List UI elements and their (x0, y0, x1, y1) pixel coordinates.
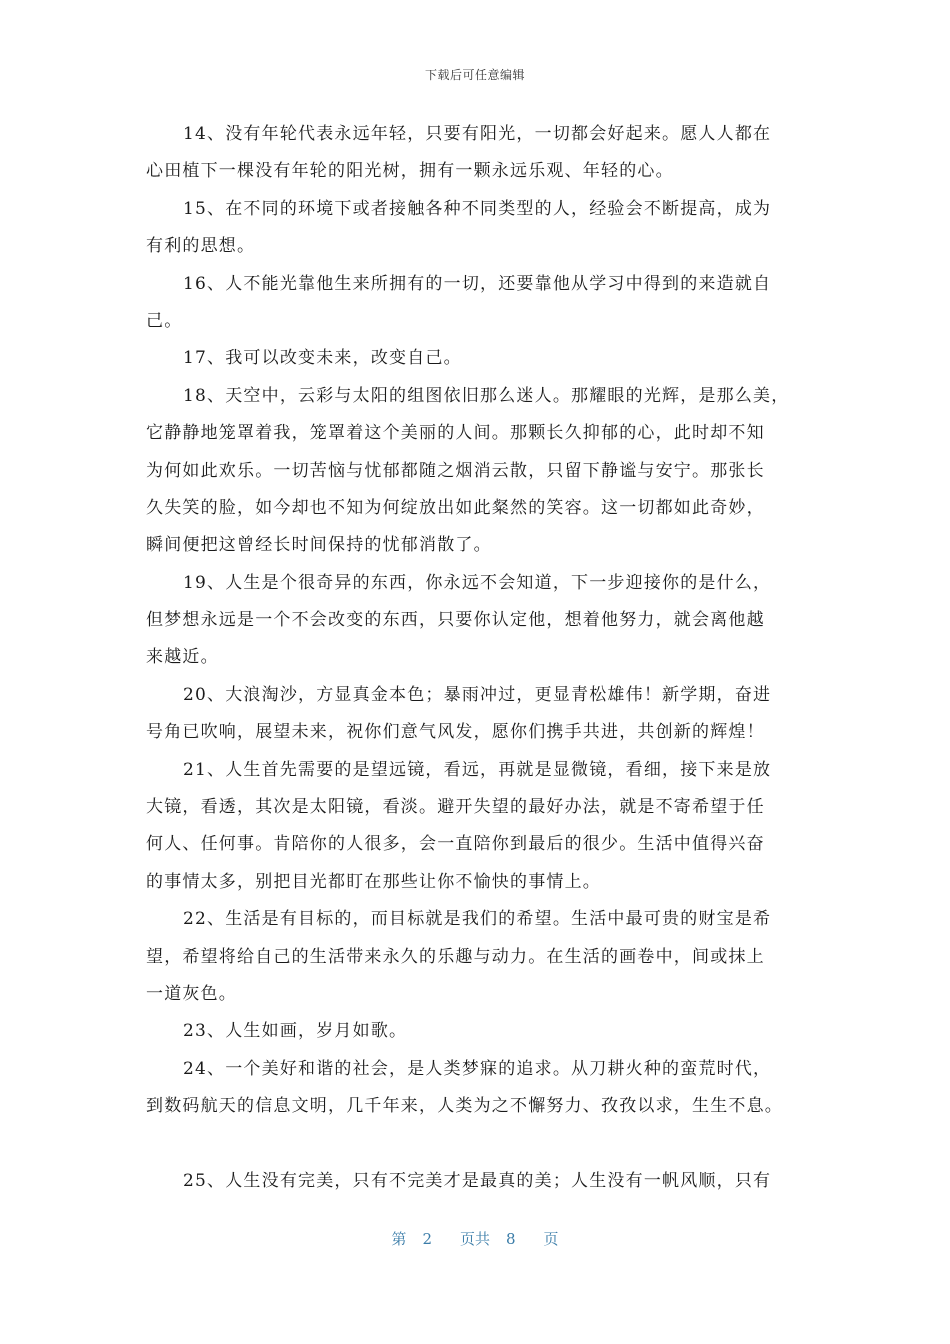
paragraph-first-line: 23、人生如画，岁月如歌。 (183, 1021, 408, 1042)
paragraph-line: 它静静地笼罩着我，笼罩着这个美丽的人间。那颗长久抑郁的心，此时却不知 (146, 423, 765, 444)
paragraph-line: 有利的思想。 (146, 236, 256, 257)
paragraph-first-line: 19、人生是个很奇异的东西，你永远不会知道，下一步迎接你的是什么， (183, 572, 772, 593)
paragraph-line: 来越近。 (146, 647, 219, 668)
paragraph-line: 但梦想永远是一个不会改变的东西，只要你认定他，想着他努力，就会离他越 (146, 610, 765, 631)
paragraph-line: 久失笑的脸，如今却也不知为何绽放出如此粲然的笑容。这一切都如此奇妙， (146, 497, 765, 518)
paragraph-first-line: 25、人生没有完美，只有不完美才是最真的美；人生没有一帆风顺，只有 (183, 1170, 772, 1191)
footer-middle: 页共 (459, 1230, 490, 1248)
paragraph-line: 望，希望将给自己的生活带来永久的乐趣与动力。在生活的画卷中，间或抹上 (146, 946, 765, 967)
page-header: 下载后可任意编辑 (424, 68, 525, 82)
footer-suffix: 页 (543, 1230, 559, 1248)
paragraph-line: 到数码航天的信息文明，几千年来，人类为之不懈努力、孜孜以求，生生不息。 (146, 1096, 783, 1117)
paragraph-first-line: 14、没有年轮代表永远年轻，只要有阳光，一切都会好起来。愿人人都在 (183, 124, 772, 144)
paragraph-first-line: 22、生活是有目标的，而目标就是我们的希望。生活中最可贵的财宝是希 (183, 909, 772, 930)
footer-page-number: 2 (422, 1230, 432, 1248)
paragraph-line: 瞬间便把这曾经长时间保持的忧郁消散了。 (146, 535, 492, 556)
paragraph-line: 何人、任何事。肯陪你的人很多，会一直陪你到最后的很少。生活中值得兴奋 (146, 834, 765, 855)
paragraph-line: 号角已吹响，展望未来，祝你们意气风发，愿你们携手共进，共创新的辉煌！ (146, 722, 765, 743)
paragraph-line: 心田植下一棵没有年轮的阳光树，拥有一颗永远乐观、年轻的心。 (146, 161, 674, 182)
footer-prefix: 第 (391, 1230, 407, 1248)
paragraph-line: 大镜，看透，其次是太阳镜，看淡。避开失望的最好办法，就是不寄希望于任 (146, 797, 765, 818)
paragraph-line: 的事情太多，别把目光都盯在那些让你不愉快的事情上。 (146, 871, 601, 892)
paragraph-first-line: 15、在不同的环境下或者接触各种不同类型的人，经验会不断提高，成为 (183, 198, 772, 219)
document-body (146, 116, 811, 1200)
paragraph-first-line: 24、一个美好和谐的社会，是人类梦寐的追求。从刀耕火种的蛮荒时代， (183, 1058, 772, 1079)
paragraph-line: 一道灰色。 (146, 983, 237, 1004)
paragraph-first-line: 17、我可以改变未来，改变自己。 (183, 348, 462, 369)
paragraph-first-line: 21、人生首先需要的是望远镜，看远，再就是显微镜，看细，接下来是放 (183, 759, 772, 780)
paragraph-line: 为何如此欢乐。一切苦恼与忧郁都随之烟消云散，只留下静谧与安宁。那张长 (146, 460, 765, 481)
footer-total-pages: 8 (506, 1230, 516, 1248)
paragraph-line: 己。 (146, 310, 183, 331)
paragraph-first-line: 16、人不能光靠他生来所拥有的一切，还要靠他从学习中得到的来造就自 (183, 273, 772, 294)
paragraph-first-line: 20、大浪淘沙，方显真金本色；暴雨冲过，更显青松雄伟！新学期，奋进 (183, 684, 772, 705)
page-footer (0, 1228, 950, 1249)
paragraph-first-line: 18、天空中，云彩与太阳的组图依旧那么迷人。那耀眼的光辉，是那么美， (183, 385, 790, 406)
blank-line (146, 1126, 811, 1163)
